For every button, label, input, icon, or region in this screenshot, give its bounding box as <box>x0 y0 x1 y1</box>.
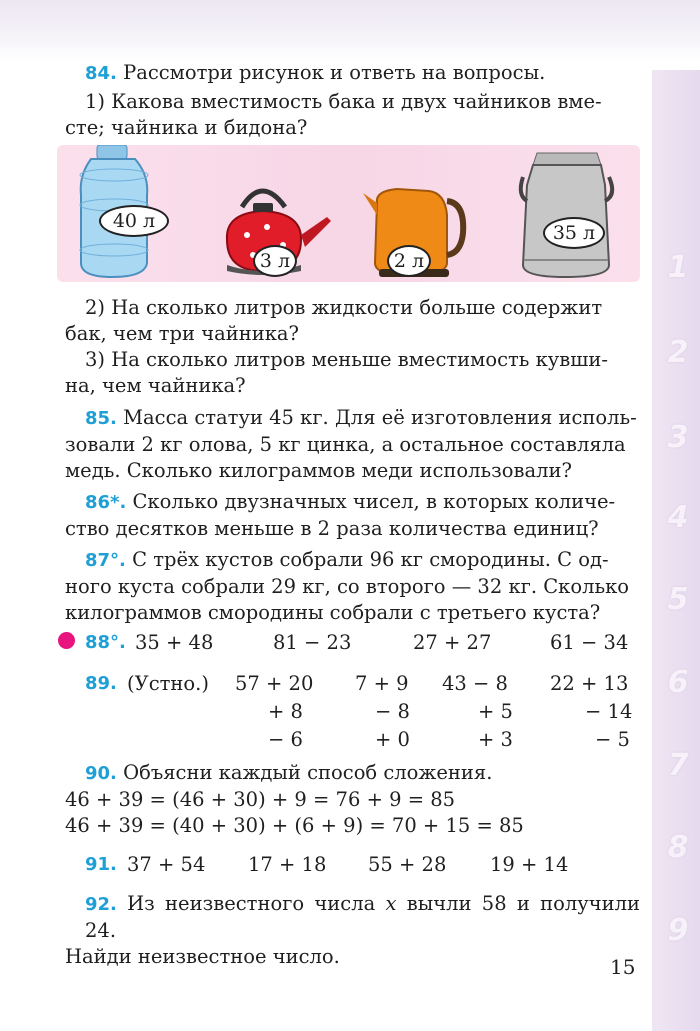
task-line: 3) На сколько литров меньше вместимость кувши- <box>85 348 608 371</box>
expression: 37 + 54 <box>127 853 206 876</box>
top-band <box>0 0 700 62</box>
task-text: Рассмотри рисунок и ответь на вопросы. <box>123 61 546 84</box>
equation: 46 + 39 = (46 + 30) + 9 = 76 + 9 = 85 <box>65 788 456 811</box>
expression: 27 + 27 <box>413 631 492 654</box>
sidebar-digit: 1 <box>667 250 689 285</box>
task-84-question-2 <box>65 295 640 347</box>
expression: 19 + 14 <box>490 853 569 876</box>
expression: + 0 <box>375 728 410 751</box>
task-88 <box>85 630 640 658</box>
sidebar-digit: 3 <box>667 420 689 455</box>
task-line: Найди неизвестное число. <box>65 945 340 968</box>
task-text: Объясни каждый способ сложения. <box>123 761 493 784</box>
expression: − 5 <box>595 728 630 751</box>
task-line: ство десятков меньше в 2 раза количества единиц? <box>65 517 599 540</box>
task-number: 86*. <box>85 492 127 513</box>
sidebar-digit: 2 <box>667 335 689 370</box>
expression: 55 + 28 <box>368 853 447 876</box>
jug-volume-label: 40 л <box>99 205 169 237</box>
containers-illustration <box>57 145 640 282</box>
task-number: 84. <box>85 63 117 84</box>
task-number: 91. <box>85 854 117 875</box>
electric-kettle-volume-label: 2 л <box>387 245 431 277</box>
task-line: Сколько двузначных чисел, в которых количе- <box>132 490 616 513</box>
task-89 <box>85 671 640 755</box>
task-line: ного куста собрали 29 кг, со второго — 32 кг. Сколько <box>65 575 630 598</box>
important-task-marker <box>58 632 75 649</box>
expression: − 8 <box>375 700 410 723</box>
task-number: 87°. <box>85 550 126 571</box>
expression: + 3 <box>478 728 513 751</box>
task-84-intro <box>85 60 640 87</box>
sidebar-digit: 5 <box>667 582 689 617</box>
kettle-volume-label: 3 л <box>253 245 297 277</box>
task-84-question-3 <box>65 347 640 399</box>
task-note: (Устно.) <box>127 672 209 695</box>
sidebar-digit: 9 <box>667 913 689 948</box>
equation: 46 + 39 = (40 + 30) + (6 + 9) = 70 + 15 = 85 <box>65 814 524 837</box>
task-line: килограммов смородины собрали с третьего куста? <box>65 601 601 624</box>
task-number: 92. <box>85 894 117 915</box>
milk-can-volume-label: 35 л <box>543 217 605 249</box>
task-number: 88°. <box>85 632 126 653</box>
page-number: 15 <box>610 955 636 979</box>
task-line: 1) Какова вместимость бака и двух чайников вме- <box>85 90 602 113</box>
expression: − 6 <box>268 728 303 751</box>
expression: 17 + 18 <box>248 853 327 876</box>
expression: − 14 <box>585 700 633 723</box>
task-number: 90. <box>85 763 117 784</box>
sidebar-digit: 6 <box>667 665 689 700</box>
task-87 <box>65 547 640 626</box>
task-line: сте; чайника и бидона? <box>65 116 308 139</box>
task-line: Масса статуи 45 кг. Для её изготовления исполь- <box>123 406 637 429</box>
task-number: 85. <box>85 408 117 429</box>
expression: 43 − 8 <box>442 672 508 695</box>
sidebar-digit: 4 <box>667 500 689 535</box>
task-line: бак, чем три чайника? <box>65 322 299 345</box>
task-line: медь. Сколько килограммов меди использовали? <box>65 459 572 482</box>
task-text: Из неизвестного числа <box>127 892 376 915</box>
expression: 61 − 34 <box>550 631 629 654</box>
task-line: 2) На сколько литров жидкости больше содержит <box>85 296 603 319</box>
expression: 35 + 48 <box>135 631 214 654</box>
task-84-question-1 <box>65 89 640 141</box>
expression: + 8 <box>268 700 303 723</box>
task-85 <box>65 405 640 484</box>
task-86 <box>65 489 640 542</box>
variable-x: x <box>385 892 397 915</box>
expression: 22 + 13 <box>550 672 629 695</box>
task-text: вычли 58 и получили 24. <box>85 892 640 942</box>
sidebar-digit: 8 <box>667 830 689 865</box>
expression: + 5 <box>478 700 513 723</box>
expression: 57 + 20 <box>235 672 314 695</box>
expression: 81 − 23 <box>273 631 352 654</box>
sidebar-digit: 7 <box>667 748 689 783</box>
expression: 7 + 9 <box>355 672 409 695</box>
task-92 <box>65 891 640 970</box>
task-91 <box>85 852 640 880</box>
task-90 <box>65 760 640 839</box>
task-line: зовали 2 кг олова, 5 кг цинка, а остальное составляла <box>65 433 626 456</box>
task-line: на, чем чайника? <box>65 374 246 397</box>
task-number: 89. <box>85 673 117 694</box>
chapter-sidebar <box>652 70 700 1031</box>
task-line: С трёх кустов собрали 96 кг смородины. С од- <box>132 548 609 571</box>
